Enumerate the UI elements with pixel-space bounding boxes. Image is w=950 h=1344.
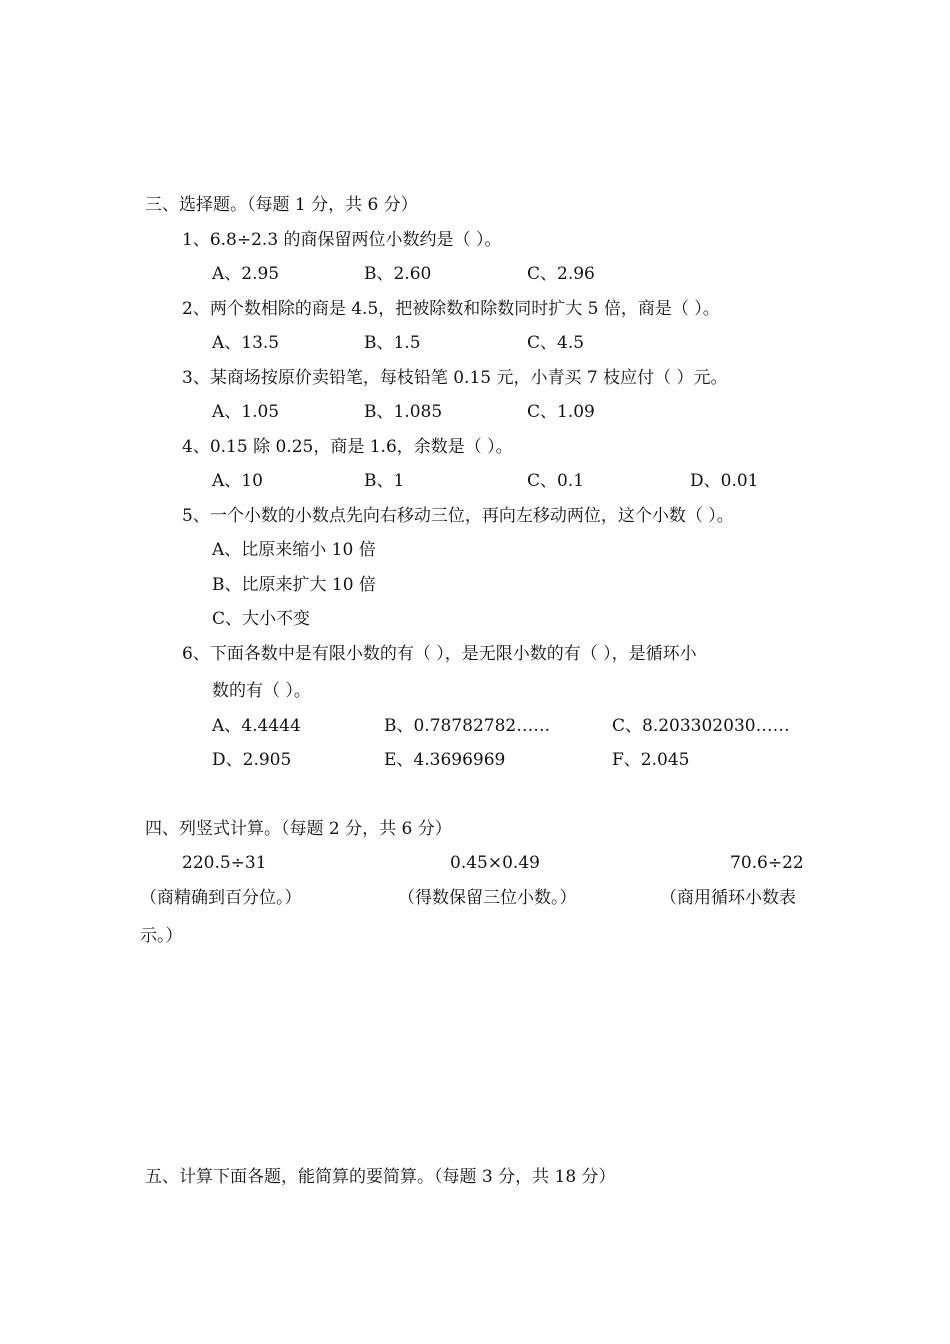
q3-stem: 3、某商场按原价卖铅笔，每枝铅笔 0.15 元，小青买 7 枝应付（ ）元。	[182, 368, 728, 388]
section4-problem-2: 0.45×0.49	[450, 853, 540, 873]
section4-problem-3: 70.6÷22	[730, 853, 804, 873]
q6-option-f: F、2.045	[612, 750, 690, 770]
q5-option-b: B、比原来扩大 10 倍	[212, 575, 376, 595]
q6-option-e: E、4.3696969	[384, 750, 506, 770]
q2-option-c: C、4.5	[527, 333, 585, 353]
q2-stem: 2、两个数相除的商是 4.5，把被除数和除数同时扩大 5 倍，商是（ ）。	[182, 299, 720, 319]
q4-option-d: D、0.01	[690, 471, 759, 491]
q3-option-b: B、1.085	[364, 402, 443, 422]
q1-option-b: B、2.60	[364, 264, 432, 284]
q6-option-b: B、0.78782782……	[384, 716, 551, 736]
q4-option-a: A、10	[212, 471, 263, 491]
q1-option-c: C、2.96	[527, 264, 595, 284]
section4-problem-1: 220.5÷31	[182, 853, 267, 873]
q6-stem-line2: 数的有（ ）。	[212, 681, 311, 701]
q6-option-d: D、2.905	[212, 750, 292, 770]
q4-option-b: B、1	[364, 471, 405, 491]
q2-option-a: A、13.5	[212, 333, 280, 353]
q5-stem: 5、一个小数的小数点先向右移动三位，再向左移动两位，这个小数（ ）。	[182, 506, 734, 526]
q6-option-a: A、4.4444	[212, 716, 301, 736]
q2-option-b: B、1.5	[364, 333, 421, 353]
q3-option-a: A、1.05	[212, 402, 280, 422]
q6-stem-line1: 6、下面各数中是有限小数的有（ ），是无限小数的有（ ），是循环小	[182, 644, 697, 664]
q1-option-a: A、2.95	[212, 264, 280, 284]
section4-note-3: （商用循环小数表	[660, 888, 796, 908]
q6-option-c: C、8.203302030……	[612, 716, 790, 736]
section4-note-1: （商精确到百分位。）	[140, 888, 302, 908]
section5-heading: 五、计算下面各题，能简算的要简算。（每题 3 分，共 18 分）	[145, 1167, 616, 1187]
q5-option-c: C、大小不变	[212, 609, 311, 629]
section4-heading: 四、列竖式计算。（每题 2 分，共 6 分）	[145, 819, 452, 839]
q5-option-a: A、比原来缩小 10 倍	[212, 540, 376, 560]
q4-option-c: C、0.1	[527, 471, 585, 491]
q1-stem: 1、6.8÷2.3 的商保留两位小数约是（ ）。	[182, 230, 502, 250]
q3-option-c: C、1.09	[527, 402, 595, 422]
section3-heading: 三、选择题。（每题 1 分，共 6 分）	[145, 195, 418, 215]
section4-note-wrap: 示。）	[140, 926, 183, 946]
section4-note-2: （得数保留三位小数。）	[398, 888, 577, 908]
q4-stem: 4、0.15 除 0.25，商是 1.6，余数是（ ）。	[182, 437, 513, 457]
